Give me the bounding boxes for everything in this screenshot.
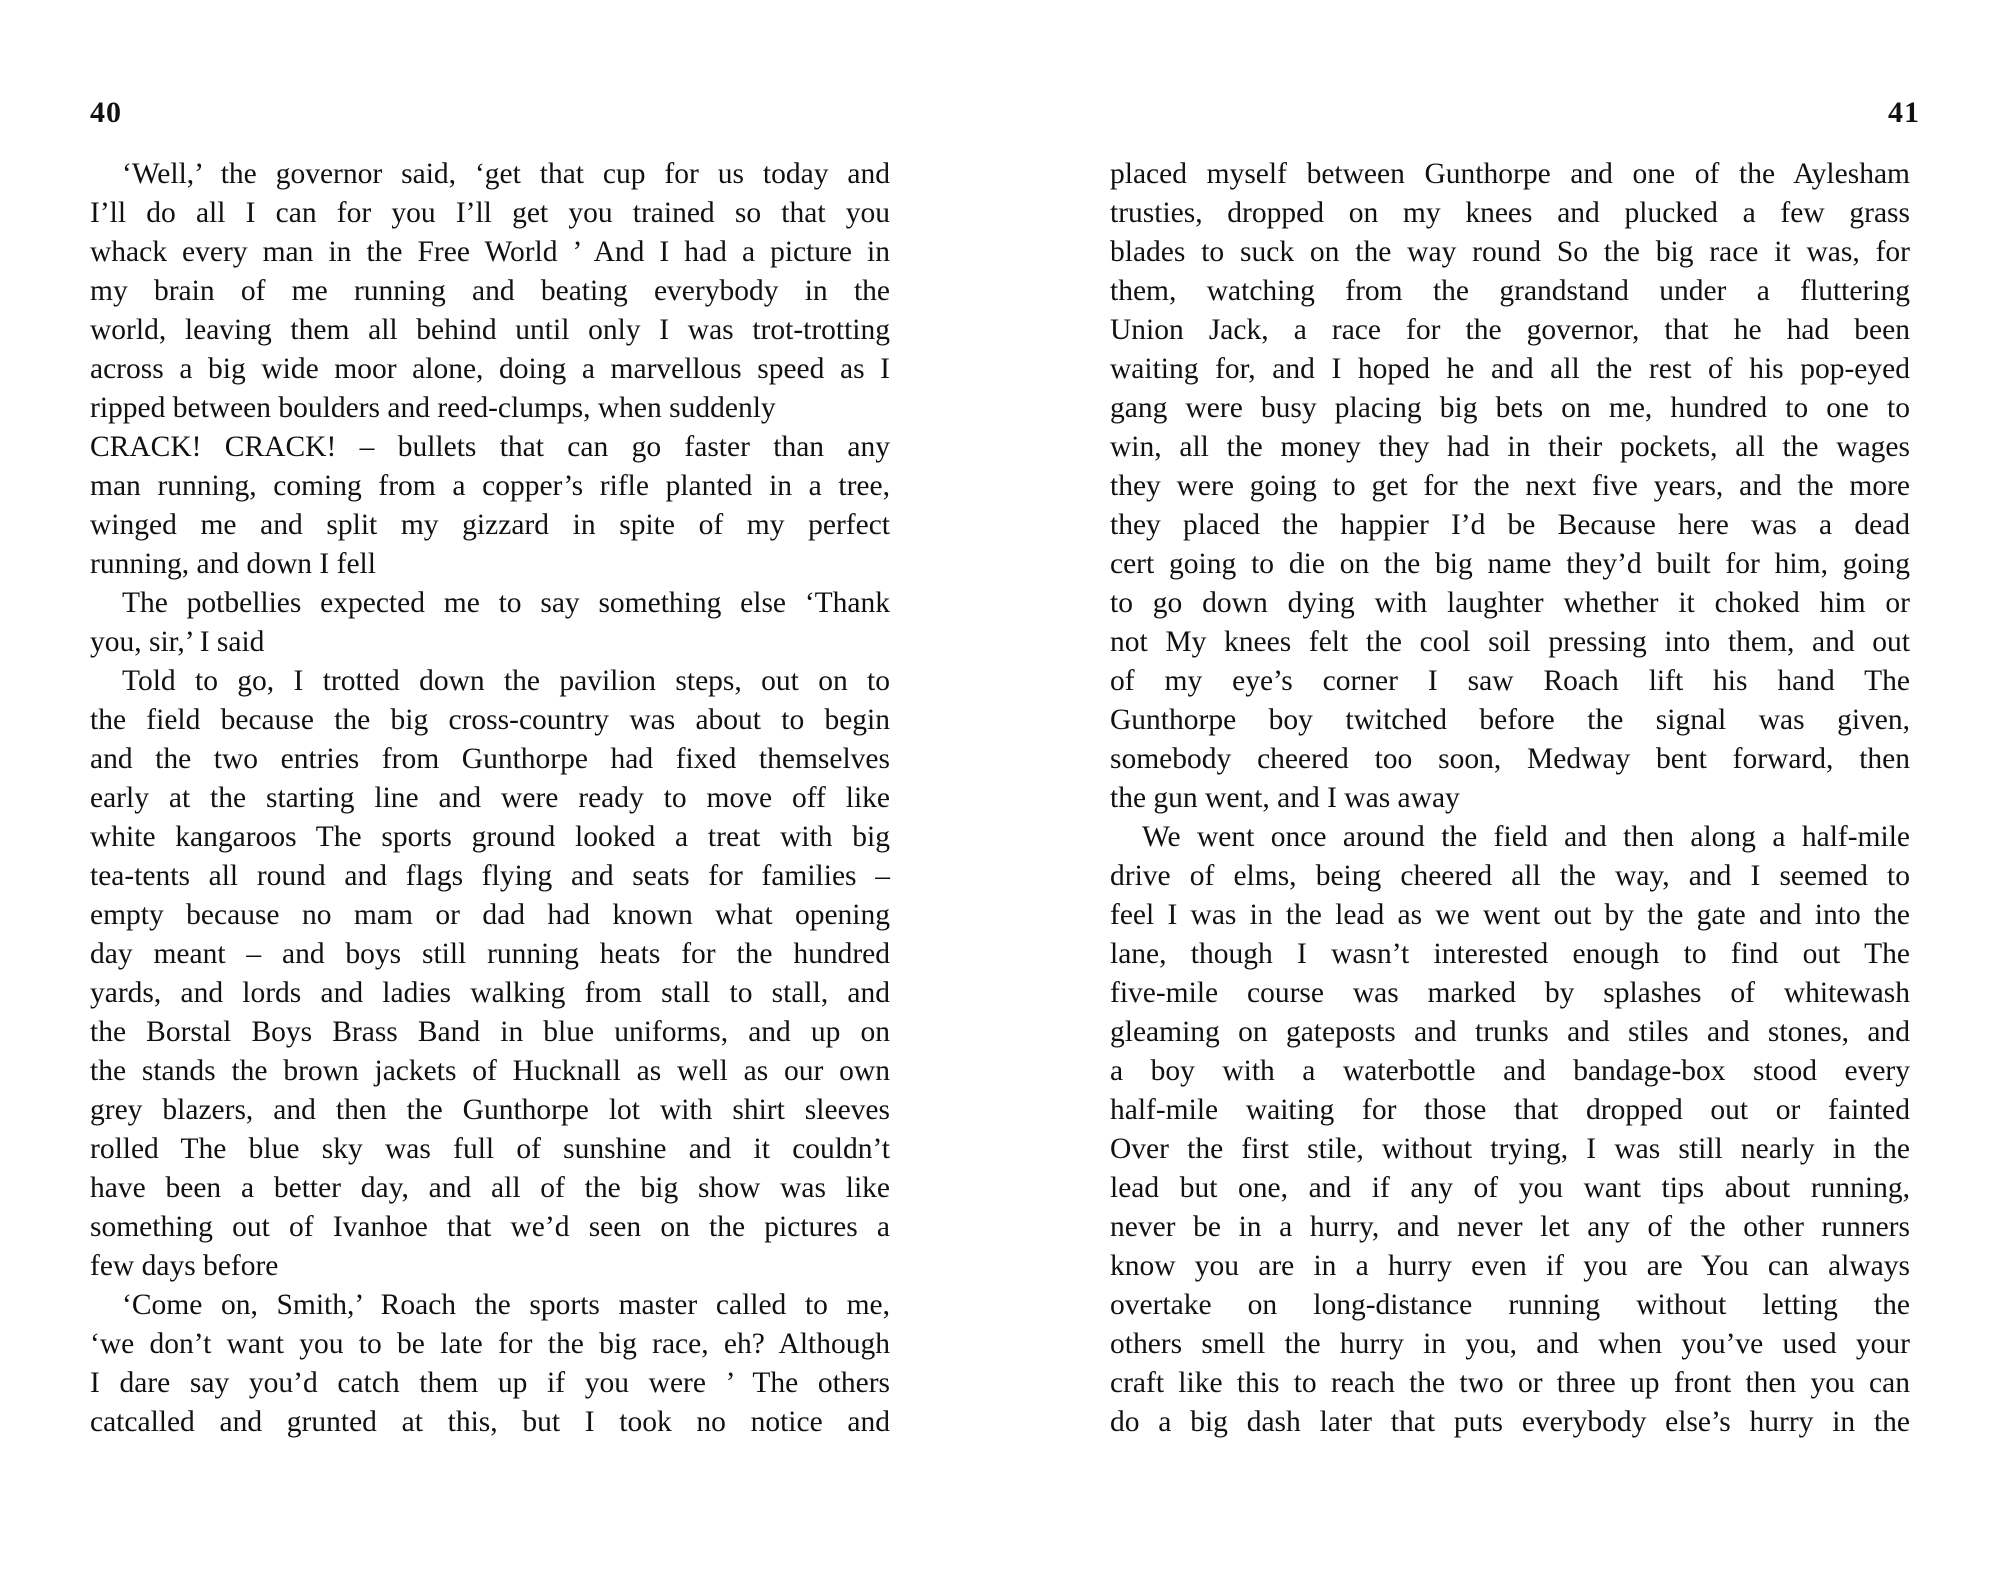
text-line: never be in a hurry, and never let any of the other runners [1110,1211,1910,1243]
page-number: 40 [90,96,122,129]
text-line: of my eye’s corner I saw Roach lift his hand The [1110,665,1910,697]
text-line: The potbellies expected me to say something else ‘Thank [122,587,890,619]
text-line: feel I was in the lead as we went out by the gate and into the [1110,899,1910,931]
text-line: grey blazers, and then the Gunthorpe lot with shirt sleeves [90,1094,890,1126]
text-line: others smell the hurry in you, and when you’ve used your [1110,1328,1910,1360]
text-line: do a big dash later that puts everybody else’s hurry in the [1110,1406,1910,1438]
text-line: ‘we don’t want you to be late for the big race, eh? Although [90,1328,890,1360]
text-line: ‘Come on, Smith,’ Roach the sports master called to me, [122,1289,890,1321]
text-line: tea-tents all round and flags flying and seats for families – [90,860,890,892]
text-line: catcalled and grunted at this, but I took no notice and [90,1406,890,1438]
text-line: Union Jack, a race for the governor, that he had been [1110,314,1910,346]
text-line: lane, though I wasn’t interested enough to find out The [1110,938,1910,970]
text-line: We went once around the field and then along a half-mile [1142,821,1910,853]
text-line: early at the starting line and were ready to move off like [90,782,890,814]
text-line: the stands the brown jackets of Hucknall as well as our own [90,1055,890,1087]
text-line: winged me and split my gizzard in spite of my perfect [90,509,890,541]
text-line: have been a better day, and all of the big show was like [90,1172,890,1204]
text-line: I’ll do all I can for you I’ll get you trained so that you [90,197,890,229]
text-line: Gunthorpe boy twitched before the signal was given, [1110,704,1910,736]
text-line: waiting for, and I hoped he and all the rest of his pop-eyed [1110,353,1910,385]
text-line: the gun went, and I was away [1110,782,1460,814]
text-line: and the two entries from Gunthorpe had fixed themselves [90,743,890,775]
right-page [1110,0,1920,1572]
text-line: yards, and lords and ladies walking from stall to stall, and [90,977,890,1009]
text-line: craft like this to reach the two or three up front then you can [1110,1367,1910,1399]
text-line: somebody cheered too soon, Medway bent forward, then [1110,743,1910,775]
text-line: I dare say you’d catch them up if you were ’ The others [90,1367,890,1399]
text-line: whack every man in the Free World ’ And I had a picture in [90,236,890,268]
text-line: them, watching from the grandstand under a fluttering [1110,275,1910,307]
text-line: across a big wide moor alone, doing a marvellous speed as I [90,353,890,385]
text-line: the field because the big cross-country was about to begin [90,704,890,736]
text-line: day meant – and boys still running heats for the hundred [90,938,890,970]
text-line: know you are in a hurry even if you are You can always [1110,1250,1910,1282]
text-line: CRACK! CRACK! – bullets that can go faster than any [90,431,890,463]
text-line: ‘Well,’ the governor said, ‘get that cup for us today and [122,158,890,190]
page-number: 41 [1888,96,1920,129]
text-line: Over the first stile, without trying, I was still nearly in the [1110,1133,1910,1165]
text-line: cert going to die on the big name they’d built for him, going [1110,548,1910,580]
text-line: man running, coming from a copper’s rifle planted in a tree, [90,470,890,502]
text-line: empty because no mam or dad had known what opening [90,899,890,931]
text-line: world, leaving them all behind until only I was trot-trotting [90,314,890,346]
page-text [1110,155,1910,1442]
text-line: five-mile course was marked by splashes of whitewash [1110,977,1910,1009]
text-line: half-mile waiting for those that dropped out or fainted [1110,1094,1910,1126]
text-line: white kangaroos The sports ground looked a treat with big [90,821,890,853]
text-line: you, sir,’ I said [90,626,265,658]
text-line: something out of Ivanhoe that we’d seen on the pictures a [90,1211,890,1243]
text-line: a boy with a waterbottle and bandage-box stood every [1110,1055,1910,1087]
text-line: Told to go, I trotted down the pavilion steps, out on to [122,665,890,697]
text-line: trusties, dropped on my knees and plucked a few grass [1110,197,1910,229]
text-line: to go down dying with laughter whether it choked him or [1110,587,1910,619]
left-page [90,0,900,1572]
text-line: not My knees felt the cool soil pressing into them, and out [1110,626,1910,658]
text-line: they were going to get for the next five years, and the more [1110,470,1910,502]
text-line: rolled The blue sky was full of sunshine and it couldn’t [90,1133,890,1165]
text-line: overtake on long-distance running without letting the [1110,1289,1910,1321]
text-line: few days before [90,1250,279,1282]
text-line: they placed the happier I’d be Because here was a dead [1110,509,1910,541]
text-line: my brain of me running and beating everybody in the [90,275,890,307]
text-line: drive of elms, being cheered all the way, and I seemed to [1110,860,1910,892]
text-line: gleaming on gateposts and trunks and stiles and stones, and [1110,1016,1910,1048]
text-line: blades to suck on the way round So the big race it was, for [1110,236,1910,268]
text-line: win, all the money they had in their pockets, all the wages [1110,431,1910,463]
text-line: ripped between boulders and reed-clumps, when suddenly [90,392,776,424]
text-line: lead but one, and if any of you want tips about running, [1110,1172,1910,1204]
text-line: placed myself between Gunthorpe and one of the Aylesham [1110,158,1910,190]
text-line: running, and down I fell [90,548,376,580]
text-line: gang were busy placing big bets on me, hundred to one to [1110,392,1910,424]
page-text [90,155,890,1442]
text-line: the Borstal Boys Brass Band in blue uniforms, and up on [90,1016,890,1048]
